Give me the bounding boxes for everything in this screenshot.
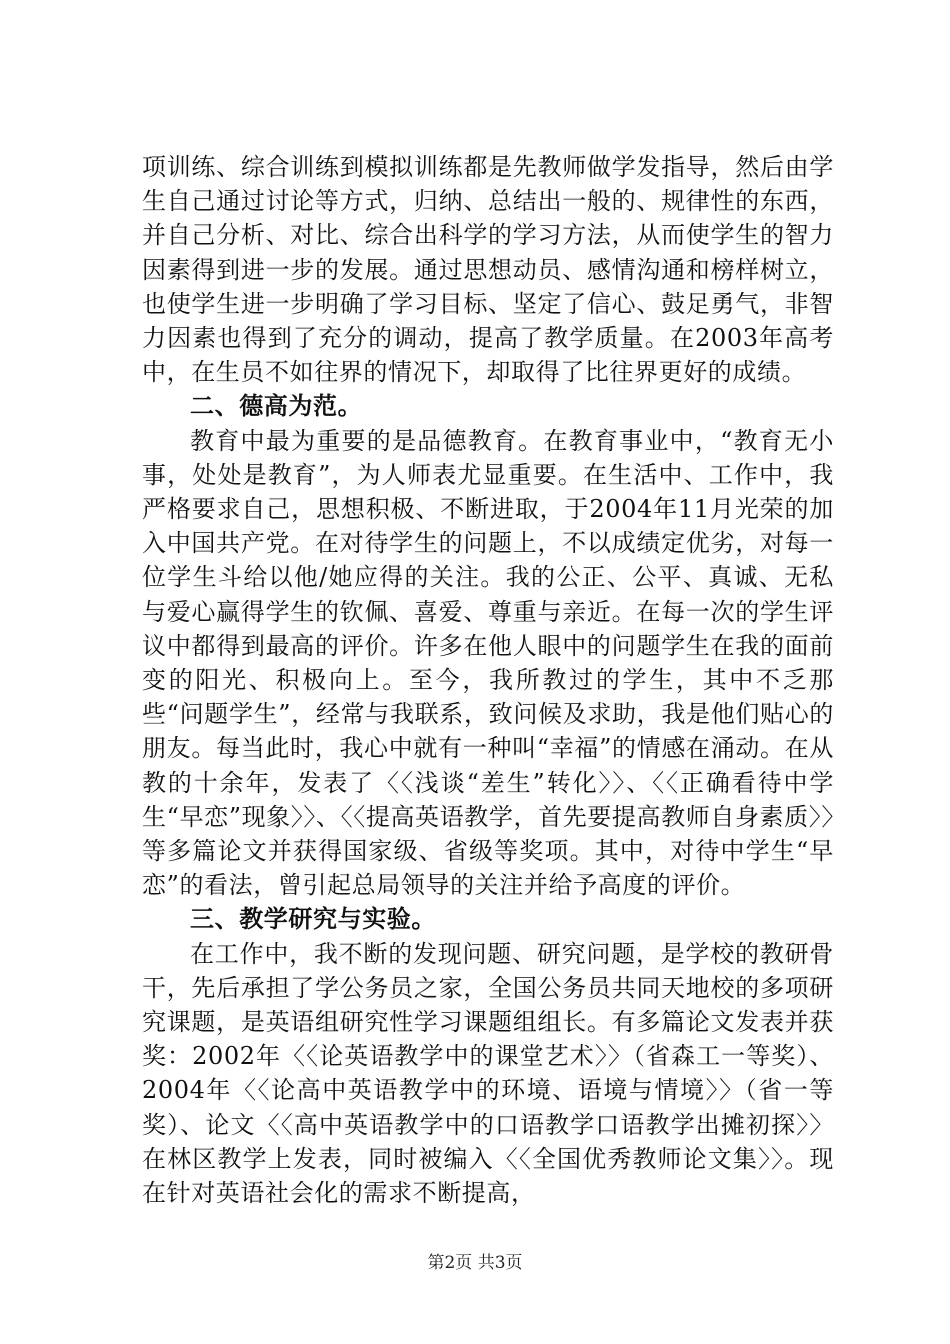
paragraph-2: 教育中最为重要的是品德教育。在教育事业中，“教育无小事，处处是教育”，为人师表尤显重要。在生活中、工作中，我严格要求自己，思想积极、不断进取，于2004年11月光荣的加入中国共产党。在对待学生的问题上，不以成绩定优劣，对每一位学生斗给以他/她应得的关注。我的公正、公平、真诚、无私与爱心赢得学生的钦佩、喜爱、尊重与亲近。在每一次的学生评议中都得到最高的评价。许多在他人眼中的问题学生在我的面前变的阳光、积极向上。至今，我所教过的学生，其中不乏那些“问题学生”，经常与我联系，致问候及求助，我是他们贴心的朋友。每当此时，我心中就有一种叫“幸福”的情感在涌动。在从教的十余年，发表了〈〈浅谈“差生”转化〉〉、〈〈正确看待中学生“早恋”现象〉〉、〈〈提高英语教学，首先要提高教师自身素质〉〉等多篇论文并获得国家级、省级等奖项。其中，对待中学生“早恋”的看法，曾引起总局领导的关注并给予高度的评价。 <box>142 426 834 900</box>
page-footer: 第2页 共3页 <box>427 1253 523 1273</box>
section-heading-3: 三、教学研究与实验。 <box>190 905 436 934</box>
document-body <box>142 150 834 1210</box>
section-heading-2: 二、德高为范。 <box>190 392 363 421</box>
paragraph-1: 项训练、综合训练到模拟训练都是先教师做学发指导，然后由学生自己通过讨论等方式，归纳、总结出一般的、规律性的东西，并自己分析、对比、综合出科学的学习方法，从而使学生的智力因素得到进一步的发展。通过思想动员、感情沟通和榜样树立，也使学生进一步明确了学习目标、坚定了信心、鼓足勇气，非智力因素也得到了充分的调动，提高了教学质量。在2003年高考中，在生员不如往界的情况下，却取得了比往界更好的成绩。 <box>142 153 834 387</box>
paragraph-3: 在工作中，我不断的发现问题、研究问题，是学校的教研骨干，先后承担了学公务员之家，全国公务员共同天地校的多项研究课题，是英语组研究性学习课题组组长。有多篇论文发表并获奖：2002年〈〈论英语教学中的课堂艺术〉〉（省森工一等奖）、2004年〈〈论高中英语教学中的环境、语境与情境〉〉（省一等奖）、论文〈〈高中英语教学中的口语教学口语教学出摊初探〉〉在林区教学上发表，同时被编入〈〈全国优秀教师论文集〉〉。现在针对英语社会化的需求不断提高， <box>142 939 834 1208</box>
